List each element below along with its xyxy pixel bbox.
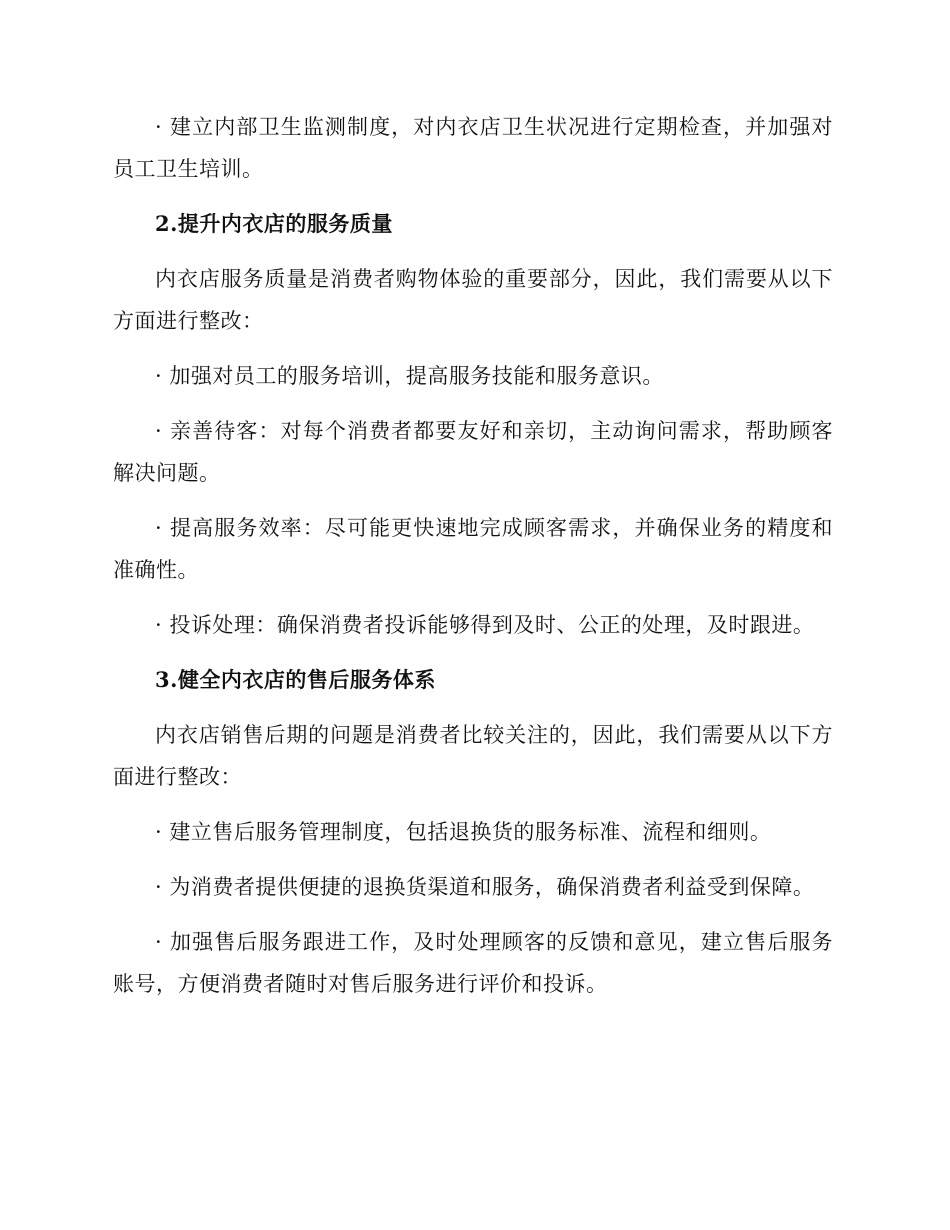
bullet-friendly-service: · 亲善待客：对每个消费者都要友好和亲切，主动询问需求，帮助顾客解决问题。 xyxy=(113,419,833,485)
bullet-hygiene-monitoring: · 建立内部卫生监测制度，对内衣店卫生状况进行定期检查，并加强对员工卫生培训。 xyxy=(113,115,833,181)
bullet-after-sales-followup: · 加强售后服务跟进工作，及时处理顾客的反馈和意见，建立售后服务账号，方便消费者随时对售后服务进行评价和投诉。 xyxy=(113,930,833,996)
section-heading-service-quality: 2.提升内衣店的服务质量 xyxy=(155,211,393,236)
paragraph-service-quality-intro: 内衣店服务质量是消费者购物体验的重要部分，因此，我们需要从以下方面进行整改： xyxy=(113,267,833,333)
document-page xyxy=(113,106,833,1005)
bullet-complaint-handling: · 投诉处理：确保消费者投诉能够得到及时、公正的处理，及时跟进。 xyxy=(155,613,815,637)
paragraph-after-sales-intro: 内衣店销售后期的问题是消费者比较关注的，因此，我们需要从以下方面进行整改： xyxy=(113,723,833,789)
bullet-after-sales-policy: · 建立售后服务管理制度，包括退换货的服务标准、流程和细则。 xyxy=(155,820,772,844)
section-heading-after-sales: 3.健全内衣店的售后服务体系 xyxy=(155,667,436,692)
bullet-service-efficiency: · 提高服务效率：尽可能更快速地完成顾客需求，并确保业务的精度和准确性。 xyxy=(113,516,833,582)
bullet-staff-training: · 加强对员工的服务培训，提高服务技能和服务意识。 xyxy=(155,364,664,388)
bullet-return-channels: · 为消费者提供便捷的退换货渠道和服务，确保消费者利益受到保障。 xyxy=(155,875,815,899)
